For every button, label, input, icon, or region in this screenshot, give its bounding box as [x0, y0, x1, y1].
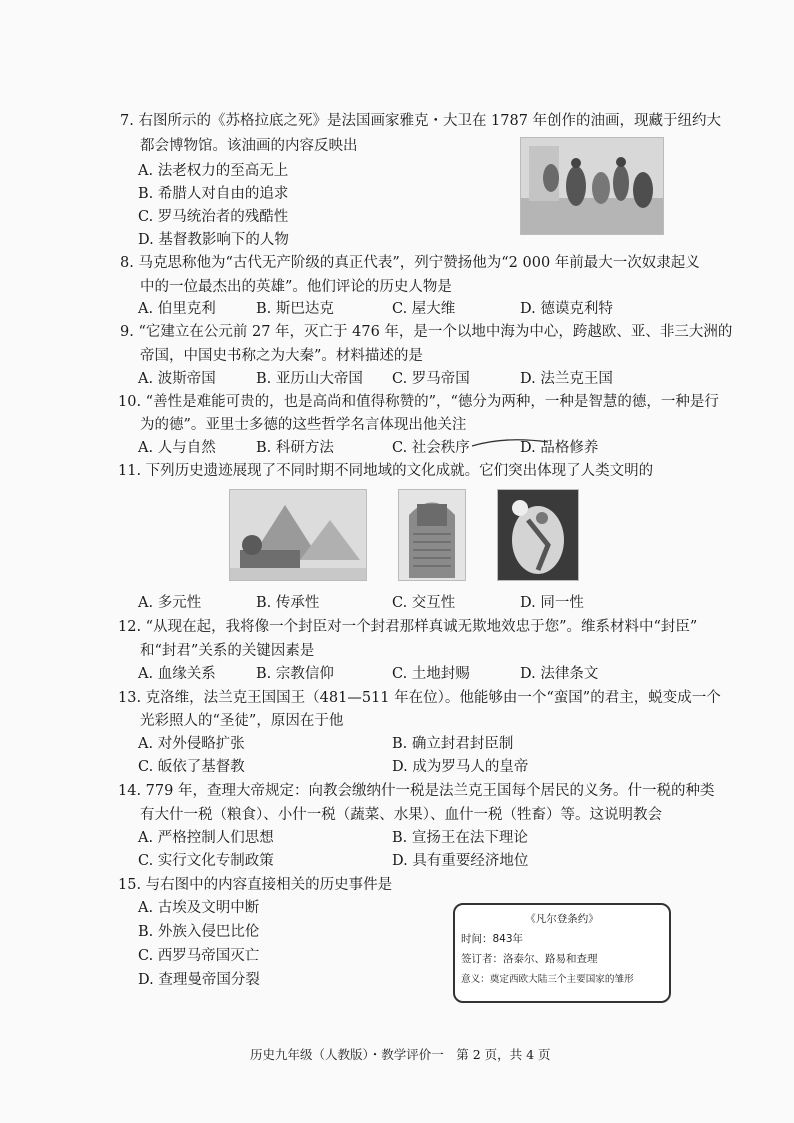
q7-option-b: B. 希腊人对自由的追求 — [138, 186, 289, 202]
q13-stem-line2: 光彩照人的“圣徒”，原因在于他 — [140, 713, 344, 729]
q12-stem-line2: 和“封君”关系的关键因素是 — [140, 643, 315, 659]
q10-stem-line1: 10. “善性是难能可贵的，也是高尚和值得称赞的”，“德分为两种，一种是智慧的德，一种是行 — [118, 394, 719, 410]
treaty-time: 时间：843年 — [461, 933, 524, 945]
treaty-signers: 签订者：洛泰尔、路易和查理 — [461, 953, 598, 965]
q9-stem-line1: 9. “它建立在公元前 27 年，灭亡于 476 年，是一个以地中海为中心，跨越欧、亚、非三大洲的 — [120, 324, 733, 340]
q12-option-a: A. 血缘关系 — [138, 666, 216, 682]
q14-stem-line1: 14. 779 年，查理大帝规定：向教会缴纳什一税是法兰克王国每个居民的义务。什一税的种类 — [118, 783, 715, 799]
pencil-mark — [470, 436, 550, 450]
q11-option-c: C. 交互性 — [392, 595, 456, 611]
q12-option-d: D. 法律条文 — [520, 666, 599, 682]
painting-death-of-socrates-image — [520, 137, 664, 235]
q12-stem-line1: 12. “从现在起，我将像一个封臣对一个封君那样真诚无欺地效忠于您”。维系材料中“封臣” — [118, 619, 698, 635]
q11-option-b: B. 传承性 — [256, 595, 320, 611]
q13-option-b: B. 确立封君封臣制 — [392, 736, 514, 752]
q15-stem-line1: 15. 与右图中的内容直接相关的历史事件是 — [118, 877, 393, 893]
q13-option-a: A. 对外侵略扩张 — [138, 736, 245, 752]
q10-option-b: B. 科研方法 — [256, 440, 334, 456]
q14-option-b: B. 宣扬王在法下理论 — [392, 830, 528, 846]
q9-option-d: D. 法兰克王国 — [520, 371, 613, 387]
q15-option-d: D. 查理曼帝国分裂 — [138, 972, 260, 988]
q8-option-a: A. 伯里克利 — [138, 301, 216, 317]
q8-option-b: B. 斯巴达克 — [256, 301, 334, 317]
q10-option-c: C. 社会秩序 — [392, 440, 470, 456]
q10-stem-line2: 为的德”。亚里士多德的这些哲学名言体现出他关注 — [140, 417, 467, 433]
q7-option-d: D. 基督教影响下的人物 — [138, 232, 289, 248]
treaty-title: 《凡尔登条约》 — [525, 913, 599, 925]
sphinx-pyramid-image — [229, 489, 367, 581]
q8-stem-line1: 8. 马克思称他为“古代无产阶级的真正代表”，列宁赞扬他为“2 000 年前最大一次奴隶起义 — [120, 255, 700, 271]
q14-stem-line2: 有大什一税（粮食）、小什一税（蔬菜、水果）、血什一税（牲畜）等。这说明教会 — [140, 807, 662, 823]
q13-option-c: C. 皈依了基督教 — [138, 759, 245, 775]
q9-stem-line2: 帝国，中国史书称之为大秦”。材料描述的是 — [140, 348, 423, 364]
q11-option-d: D. 同一性 — [520, 595, 584, 611]
q12-option-b: B. 宗教信仰 — [256, 666, 334, 682]
page-footer: 历史九年级（人教版）・教学评价一 第 2 页，共 4 页 — [250, 1047, 551, 1062]
q14-option-d: D. 具有重要经济地位 — [392, 853, 529, 869]
code-of-hammurabi-stele-image — [398, 489, 466, 581]
q9-option-b: B. 亚历山大帝国 — [256, 371, 363, 387]
discobolus-statue-image — [497, 489, 579, 581]
q7-option-a: A. 法老权力的至高无上 — [138, 163, 289, 179]
q10-option-a: A. 人与自然 — [138, 440, 216, 456]
q14-option-c: C. 实行文化专制政策 — [138, 853, 274, 869]
q15-option-b: B. 外族入侵巴比伦 — [138, 924, 260, 940]
q14-option-a: A. 严格控制人们思想 — [138, 830, 274, 846]
q11-stem-line1: 11. 下列历史遗迹展现了不同时期不同地域的文化成就。它们突出体现了人类文明的 — [118, 463, 654, 479]
q9-option-a: A. 波斯帝国 — [138, 371, 216, 387]
q7-stem-line2: 都会博物馆。该油画的内容反映出 — [140, 138, 358, 154]
q8-option-d: D. 德谟克利特 — [520, 301, 613, 317]
q8-option-c: C. 屋大维 — [392, 301, 456, 317]
q7-option-c: C. 罗马统治者的残酷性 — [138, 209, 289, 225]
q15-option-c: C. 西罗马帝国灭亡 — [138, 948, 260, 964]
q10-option-d: D. 品格修养 — [520, 440, 599, 456]
treaty-of-verdun-box — [453, 903, 671, 1003]
q12-option-c: C. 土地封赐 — [392, 666, 470, 682]
q7-stem-line1: 7. 右图所示的《苏格拉底之死》是法国画家雅克・大卫在 1787 年创作的油画，现藏于纽约大 — [120, 113, 722, 129]
q9-option-c: C. 罗马帝国 — [392, 371, 470, 387]
q11-option-a: A. 多元性 — [138, 595, 202, 611]
q13-option-d: D. 成为罗马人的皇帝 — [392, 759, 529, 775]
q15-option-a: A. 古埃及文明中断 — [138, 900, 260, 916]
q8-stem-line2: 中的一位最杰出的英雄”。他们评论的历史人物是 — [140, 279, 452, 295]
q13-stem-line1: 13. 克洛维，法兰克王国国王（481—511 年在位）。他能够由一个“蛮国”的君主，蜕变成一个 — [118, 690, 721, 706]
treaty-meaning: 意义：奠定西欧大陆三个主要国家的雏形 — [461, 974, 634, 985]
